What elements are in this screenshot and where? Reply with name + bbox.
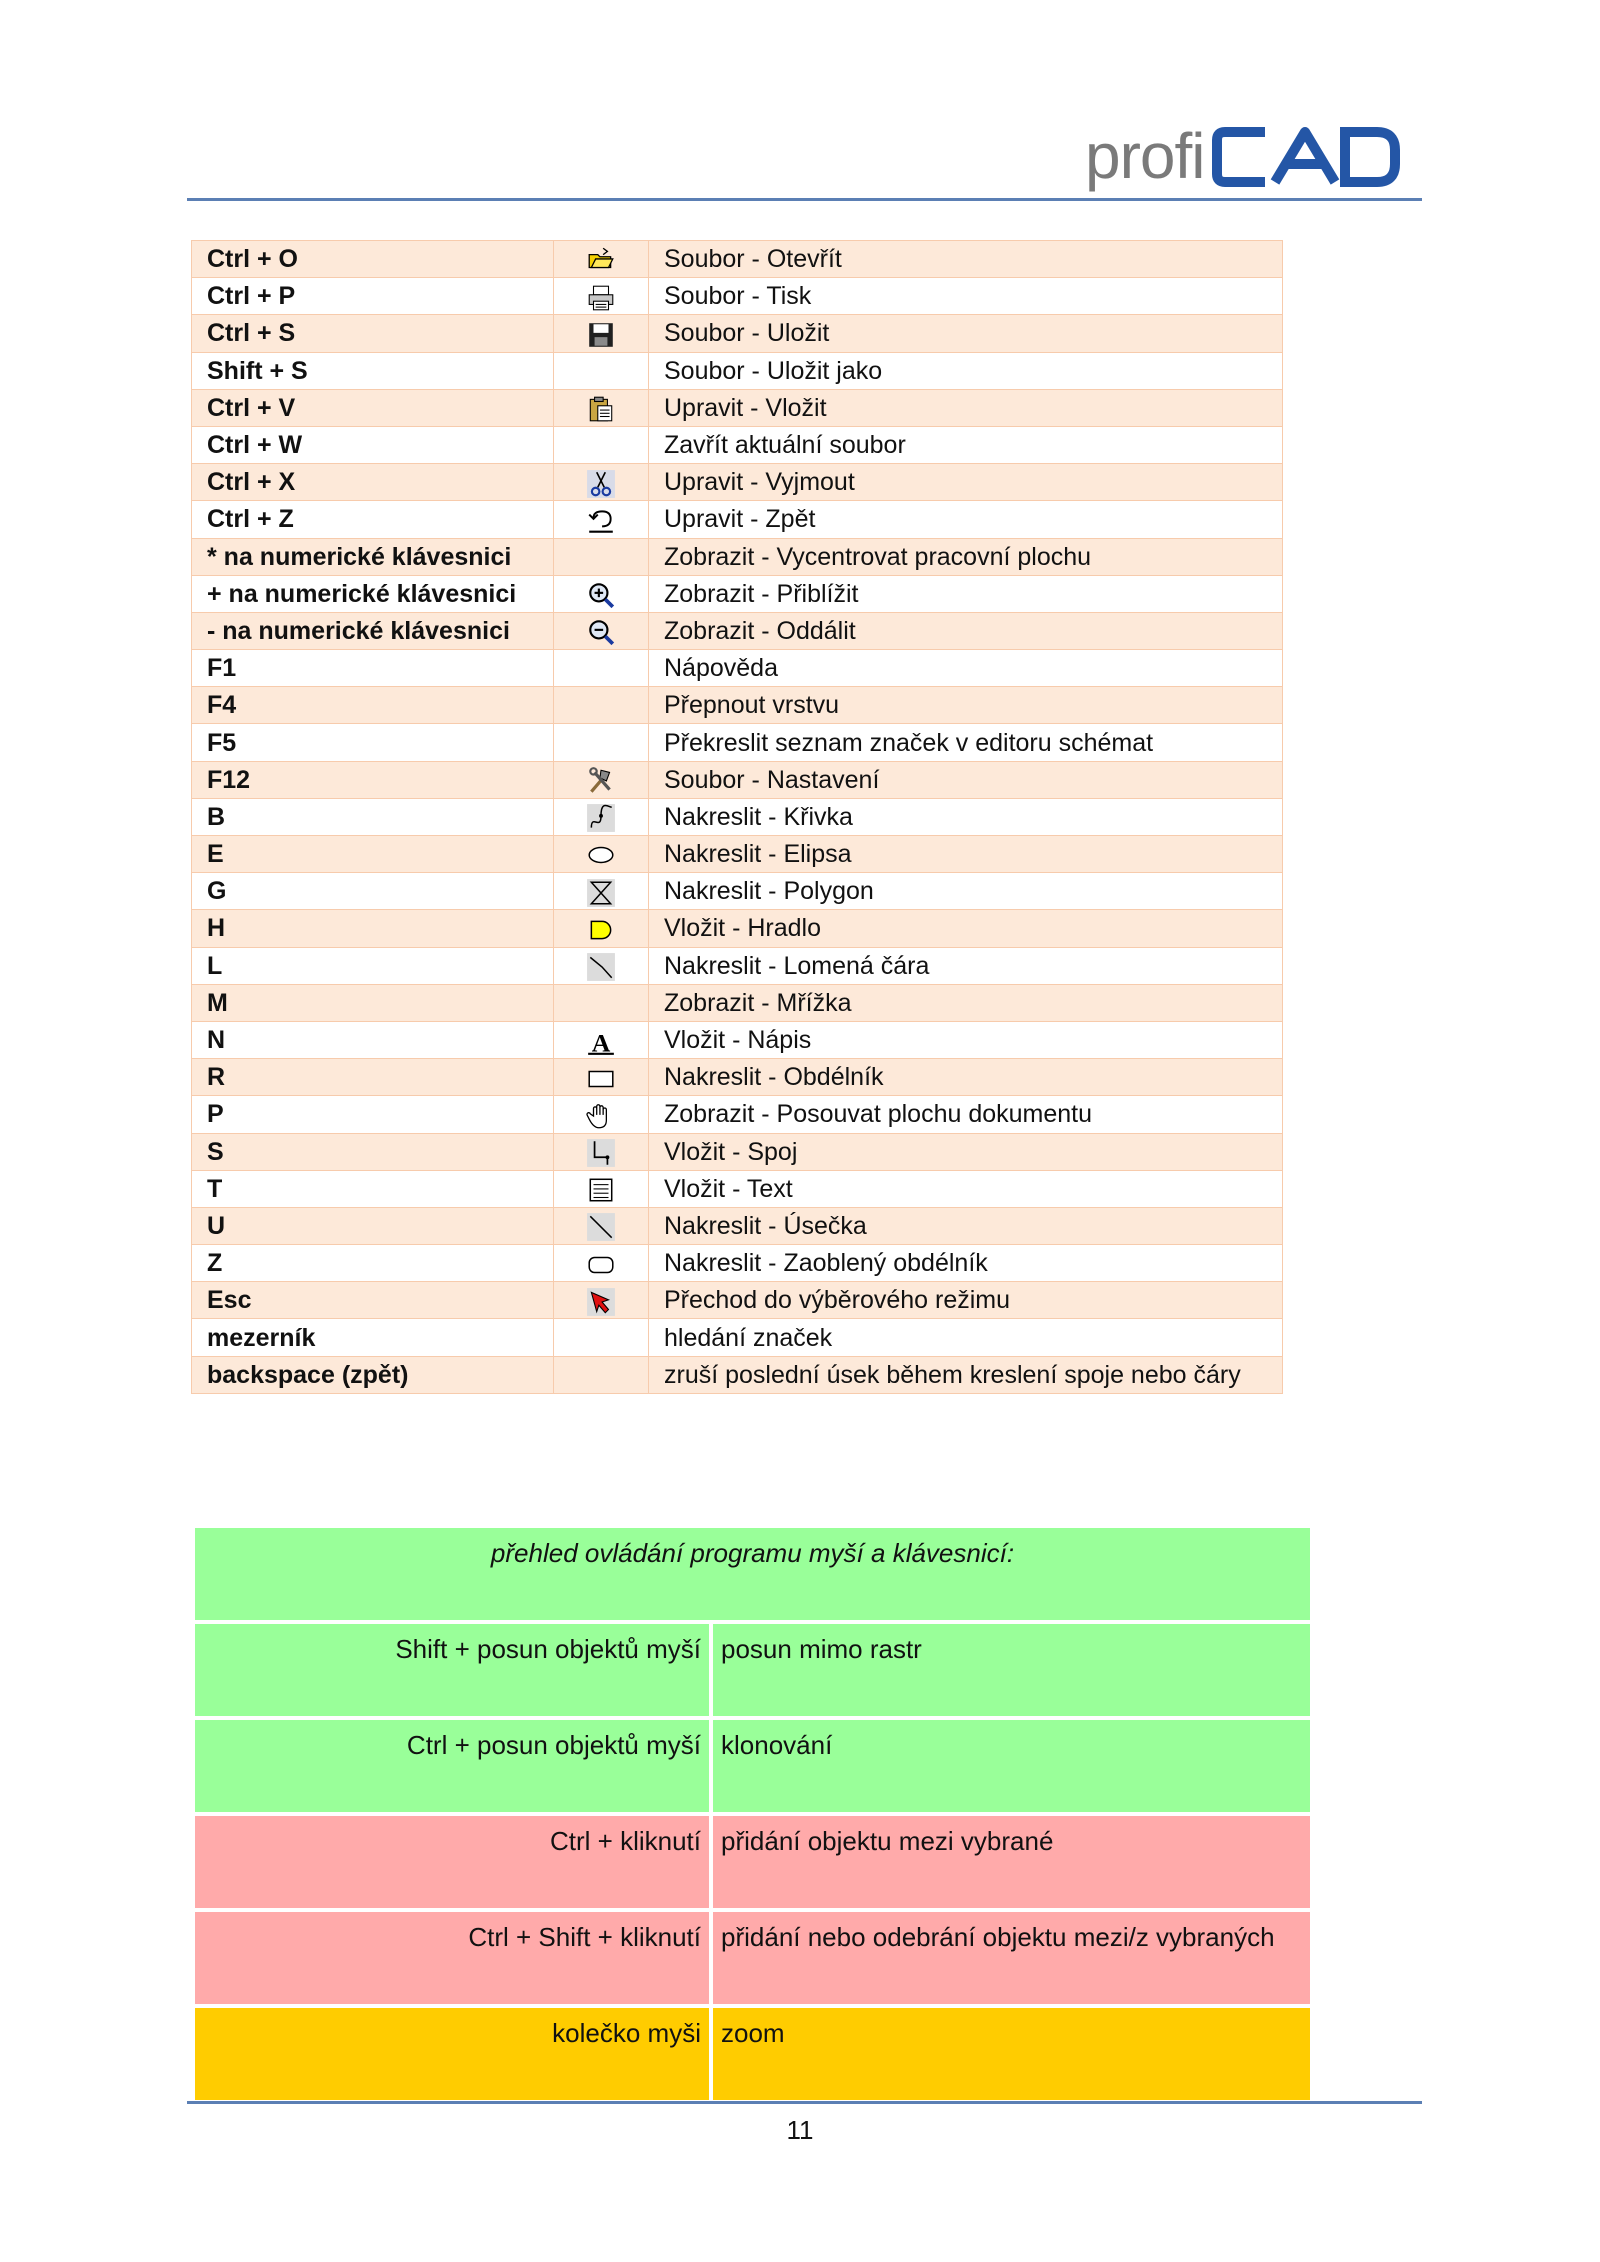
shortcut-row xyxy=(192,315,1283,352)
shortcut-key: L xyxy=(192,947,554,984)
shortcut-key: Ctrl + V xyxy=(192,389,554,426)
shortcut-description: Nápověda xyxy=(649,650,1283,687)
shortcut-row xyxy=(192,687,1283,724)
shortcut-description: Nakreslit - Obdélník xyxy=(649,1059,1283,1096)
polyline-icon xyxy=(554,947,649,984)
shortcut-row xyxy=(192,538,1283,575)
shortcut-description: Nakreslit - Zaoblený obdélník xyxy=(649,1245,1283,1282)
shortcut-row xyxy=(192,836,1283,873)
shortcut-description: Nakreslit - Polygon xyxy=(649,873,1283,910)
shortcut-row xyxy=(192,1319,1283,1356)
shortcut-key: F1 xyxy=(192,650,554,687)
ellipse-icon xyxy=(554,836,649,873)
mouse-result: přidání nebo odebrání objektu mezi/z vybraných xyxy=(713,1912,1310,2008)
logo-profi-text: profi xyxy=(1085,120,1205,192)
zoom-out-icon xyxy=(554,612,649,649)
shortcut-key: M xyxy=(192,984,554,1021)
shortcut-key: F5 xyxy=(192,724,554,761)
shortcut-table xyxy=(191,240,1283,1394)
gate-icon xyxy=(554,910,649,947)
shortcut-key: Esc xyxy=(192,1282,554,1319)
shortcut-key: S xyxy=(192,1133,554,1170)
shortcut-row xyxy=(192,984,1283,1021)
shortcut-description: Vložit - Text xyxy=(649,1170,1283,1207)
shortcut-row xyxy=(192,501,1283,538)
mouse-row xyxy=(195,1624,1310,1720)
shortcut-description: Soubor - Otevřít xyxy=(649,241,1283,278)
shortcut-description: Překreslit seznam značek v editoru schémat xyxy=(649,724,1283,761)
proficad-logo xyxy=(1085,108,1401,192)
shortcut-row xyxy=(192,1021,1283,1058)
shortcut-row xyxy=(192,798,1283,835)
shortcut-row xyxy=(192,241,1283,278)
shortcut-description: Upravit - Zpět xyxy=(649,501,1283,538)
shortcut-row xyxy=(192,1245,1283,1282)
shortcut-key: Ctrl + X xyxy=(192,464,554,501)
select-arrow-icon xyxy=(554,1282,649,1319)
shortcut-icon-cell xyxy=(554,538,649,575)
shortcut-key: * na numerické klávesnici xyxy=(192,538,554,575)
shortcut-row xyxy=(192,1170,1283,1207)
shortcut-row xyxy=(192,352,1283,389)
shortcut-description: Nakreslit - Elipsa xyxy=(649,836,1283,873)
shortcut-row xyxy=(192,761,1283,798)
shortcut-key: backspace (zpět) xyxy=(192,1356,554,1393)
shortcut-key: - na numerické klávesnici xyxy=(192,612,554,649)
shortcut-row xyxy=(192,1096,1283,1133)
shortcut-key: Ctrl + P xyxy=(192,278,554,315)
shortcut-key: mezerník xyxy=(192,1319,554,1356)
shortcut-description: Zavřít aktuální soubor xyxy=(649,426,1283,463)
shortcut-description: Vložit - Nápis xyxy=(649,1021,1283,1058)
shortcut-description: Soubor - Tisk xyxy=(649,278,1283,315)
svg-text:A: A xyxy=(591,1029,611,1057)
shortcut-description: Vložit - Spoj xyxy=(649,1133,1283,1170)
shortcut-key: R xyxy=(192,1059,554,1096)
shortcut-row xyxy=(192,910,1283,947)
shortcut-key: Ctrl + W xyxy=(192,426,554,463)
shortcut-row xyxy=(192,464,1283,501)
shortcut-row xyxy=(192,873,1283,910)
mouse-row xyxy=(195,1816,1310,1912)
mouse-action: Shift + posun objektů myší xyxy=(195,1624,713,1720)
hand-pan-icon xyxy=(554,1096,649,1133)
shortcut-description: Nakreslit - Úsečka xyxy=(649,1207,1283,1244)
shortcut-key: P xyxy=(192,1096,554,1133)
shortcut-row xyxy=(192,724,1283,761)
mouse-row xyxy=(195,1720,1310,1816)
shortcut-key: Ctrl + S xyxy=(192,315,554,352)
shortcut-key: T xyxy=(192,1170,554,1207)
shortcut-description: zruší poslední úsek během kreslení spoje nebo čáry xyxy=(649,1356,1283,1393)
floppy-disk-icon xyxy=(554,315,649,352)
mouse-row xyxy=(195,2008,1310,2104)
shortcut-icon-cell xyxy=(554,984,649,1021)
shortcut-key: N xyxy=(192,1021,554,1058)
mouse-result: zoom xyxy=(713,2008,1310,2104)
shortcut-row xyxy=(192,1059,1283,1096)
shortcut-description: Soubor - Uložit xyxy=(649,315,1283,352)
rounded-rectangle-icon xyxy=(554,1245,649,1282)
tools-icon xyxy=(554,761,649,798)
shortcut-key: E xyxy=(192,836,554,873)
undo-icon xyxy=(554,501,649,538)
shortcut-icon-cell xyxy=(554,426,649,463)
text-block-icon xyxy=(554,1170,649,1207)
mouse-control-table xyxy=(195,1528,1310,2104)
mouse-action: Ctrl + posun objektů myší xyxy=(195,1720,713,1816)
shortcut-row xyxy=(192,1356,1283,1393)
shortcut-icon-cell xyxy=(554,1319,649,1356)
polygon-icon xyxy=(554,873,649,910)
shortcut-icon-cell xyxy=(554,687,649,724)
header-rule xyxy=(187,198,1422,201)
shortcut-description: Nakreslit - Křivka xyxy=(649,798,1283,835)
line-segment-icon xyxy=(554,1207,649,1244)
shortcut-description: Zobrazit - Oddálit xyxy=(649,612,1283,649)
shortcut-key: Ctrl + O xyxy=(192,241,554,278)
shortcut-icon-cell xyxy=(554,650,649,687)
shortcut-row xyxy=(192,426,1283,463)
shortcut-description: Soubor - Uložit jako xyxy=(649,352,1283,389)
shortcut-row xyxy=(192,389,1283,426)
shortcut-key: H xyxy=(192,910,554,947)
paste-clipboard-icon xyxy=(554,389,649,426)
shortcut-description: Zobrazit - Vycentrovat pracovní plochu xyxy=(649,538,1283,575)
scissors-icon xyxy=(554,464,649,501)
printer-icon xyxy=(554,278,649,315)
mouse-result: posun mimo rastr xyxy=(713,1624,1310,1720)
shortcut-key: F12 xyxy=(192,761,554,798)
mouse-action: kolečko myši xyxy=(195,2008,713,2104)
shortcut-key: + na numerické klávesnici xyxy=(192,575,554,612)
zoom-in-icon xyxy=(554,575,649,612)
shortcut-description: Upravit - Vložit xyxy=(649,389,1283,426)
shortcut-row xyxy=(192,1282,1283,1319)
shortcut-row xyxy=(192,947,1283,984)
shortcut-description: Přepnout vrstvu xyxy=(649,687,1283,724)
shortcut-row xyxy=(192,612,1283,649)
shortcut-description: Nakreslit - Lomená čára xyxy=(649,947,1283,984)
shortcut-description: hledání značek xyxy=(649,1319,1283,1356)
shortcut-description: Soubor - Nastavení xyxy=(649,761,1283,798)
shortcut-description: Vložit - Hradlo xyxy=(649,910,1283,947)
mouse-action: Ctrl + kliknutí xyxy=(195,1816,713,1912)
shortcut-row xyxy=(192,278,1283,315)
shortcut-icon-cell xyxy=(554,1356,649,1393)
shortcut-description: Zobrazit - Mřížka xyxy=(649,984,1283,1021)
shortcut-row xyxy=(192,1207,1283,1244)
shortcut-description: Zobrazit - Přiblížit xyxy=(649,575,1283,612)
shortcut-row xyxy=(192,1133,1283,1170)
shortcut-icon-cell xyxy=(554,352,649,389)
shortcut-description: Upravit - Vyjmout xyxy=(649,464,1283,501)
shortcut-key: Ctrl + Z xyxy=(192,501,554,538)
mouse-action: Ctrl + Shift + kliknutí xyxy=(195,1912,713,2008)
open-folder-icon xyxy=(554,241,649,278)
shortcut-key: G xyxy=(192,873,554,910)
shortcut-key: Z xyxy=(192,1245,554,1282)
shortcut-key: Shift + S xyxy=(192,352,554,389)
logo-cad-mark xyxy=(1211,126,1401,188)
shortcut-row xyxy=(192,575,1283,612)
mouse-row xyxy=(195,1912,1310,2008)
wire-icon xyxy=(554,1133,649,1170)
mouse-table-header: přehled ovládání programu myší a klávesnicí: xyxy=(195,1528,1310,1624)
footer-rule xyxy=(187,2101,1422,2104)
shortcut-key: F4 xyxy=(192,687,554,724)
rectangle-icon xyxy=(554,1059,649,1096)
text-label-icon xyxy=(554,1021,649,1058)
page-number: 11 xyxy=(786,2115,814,2145)
shortcut-description: Přechod do výběrového režimu xyxy=(649,1282,1283,1319)
shortcut-key: U xyxy=(192,1207,554,1244)
curve-icon xyxy=(554,798,649,835)
shortcut-key: B xyxy=(192,798,554,835)
shortcut-row xyxy=(192,650,1283,687)
shortcut-description: Zobrazit - Posouvat plochu dokumentu xyxy=(649,1096,1283,1133)
mouse-result: klonování xyxy=(713,1720,1310,1816)
mouse-result: přidání objektu mezi vybrané xyxy=(713,1816,1310,1912)
shortcut-icon-cell xyxy=(554,724,649,761)
